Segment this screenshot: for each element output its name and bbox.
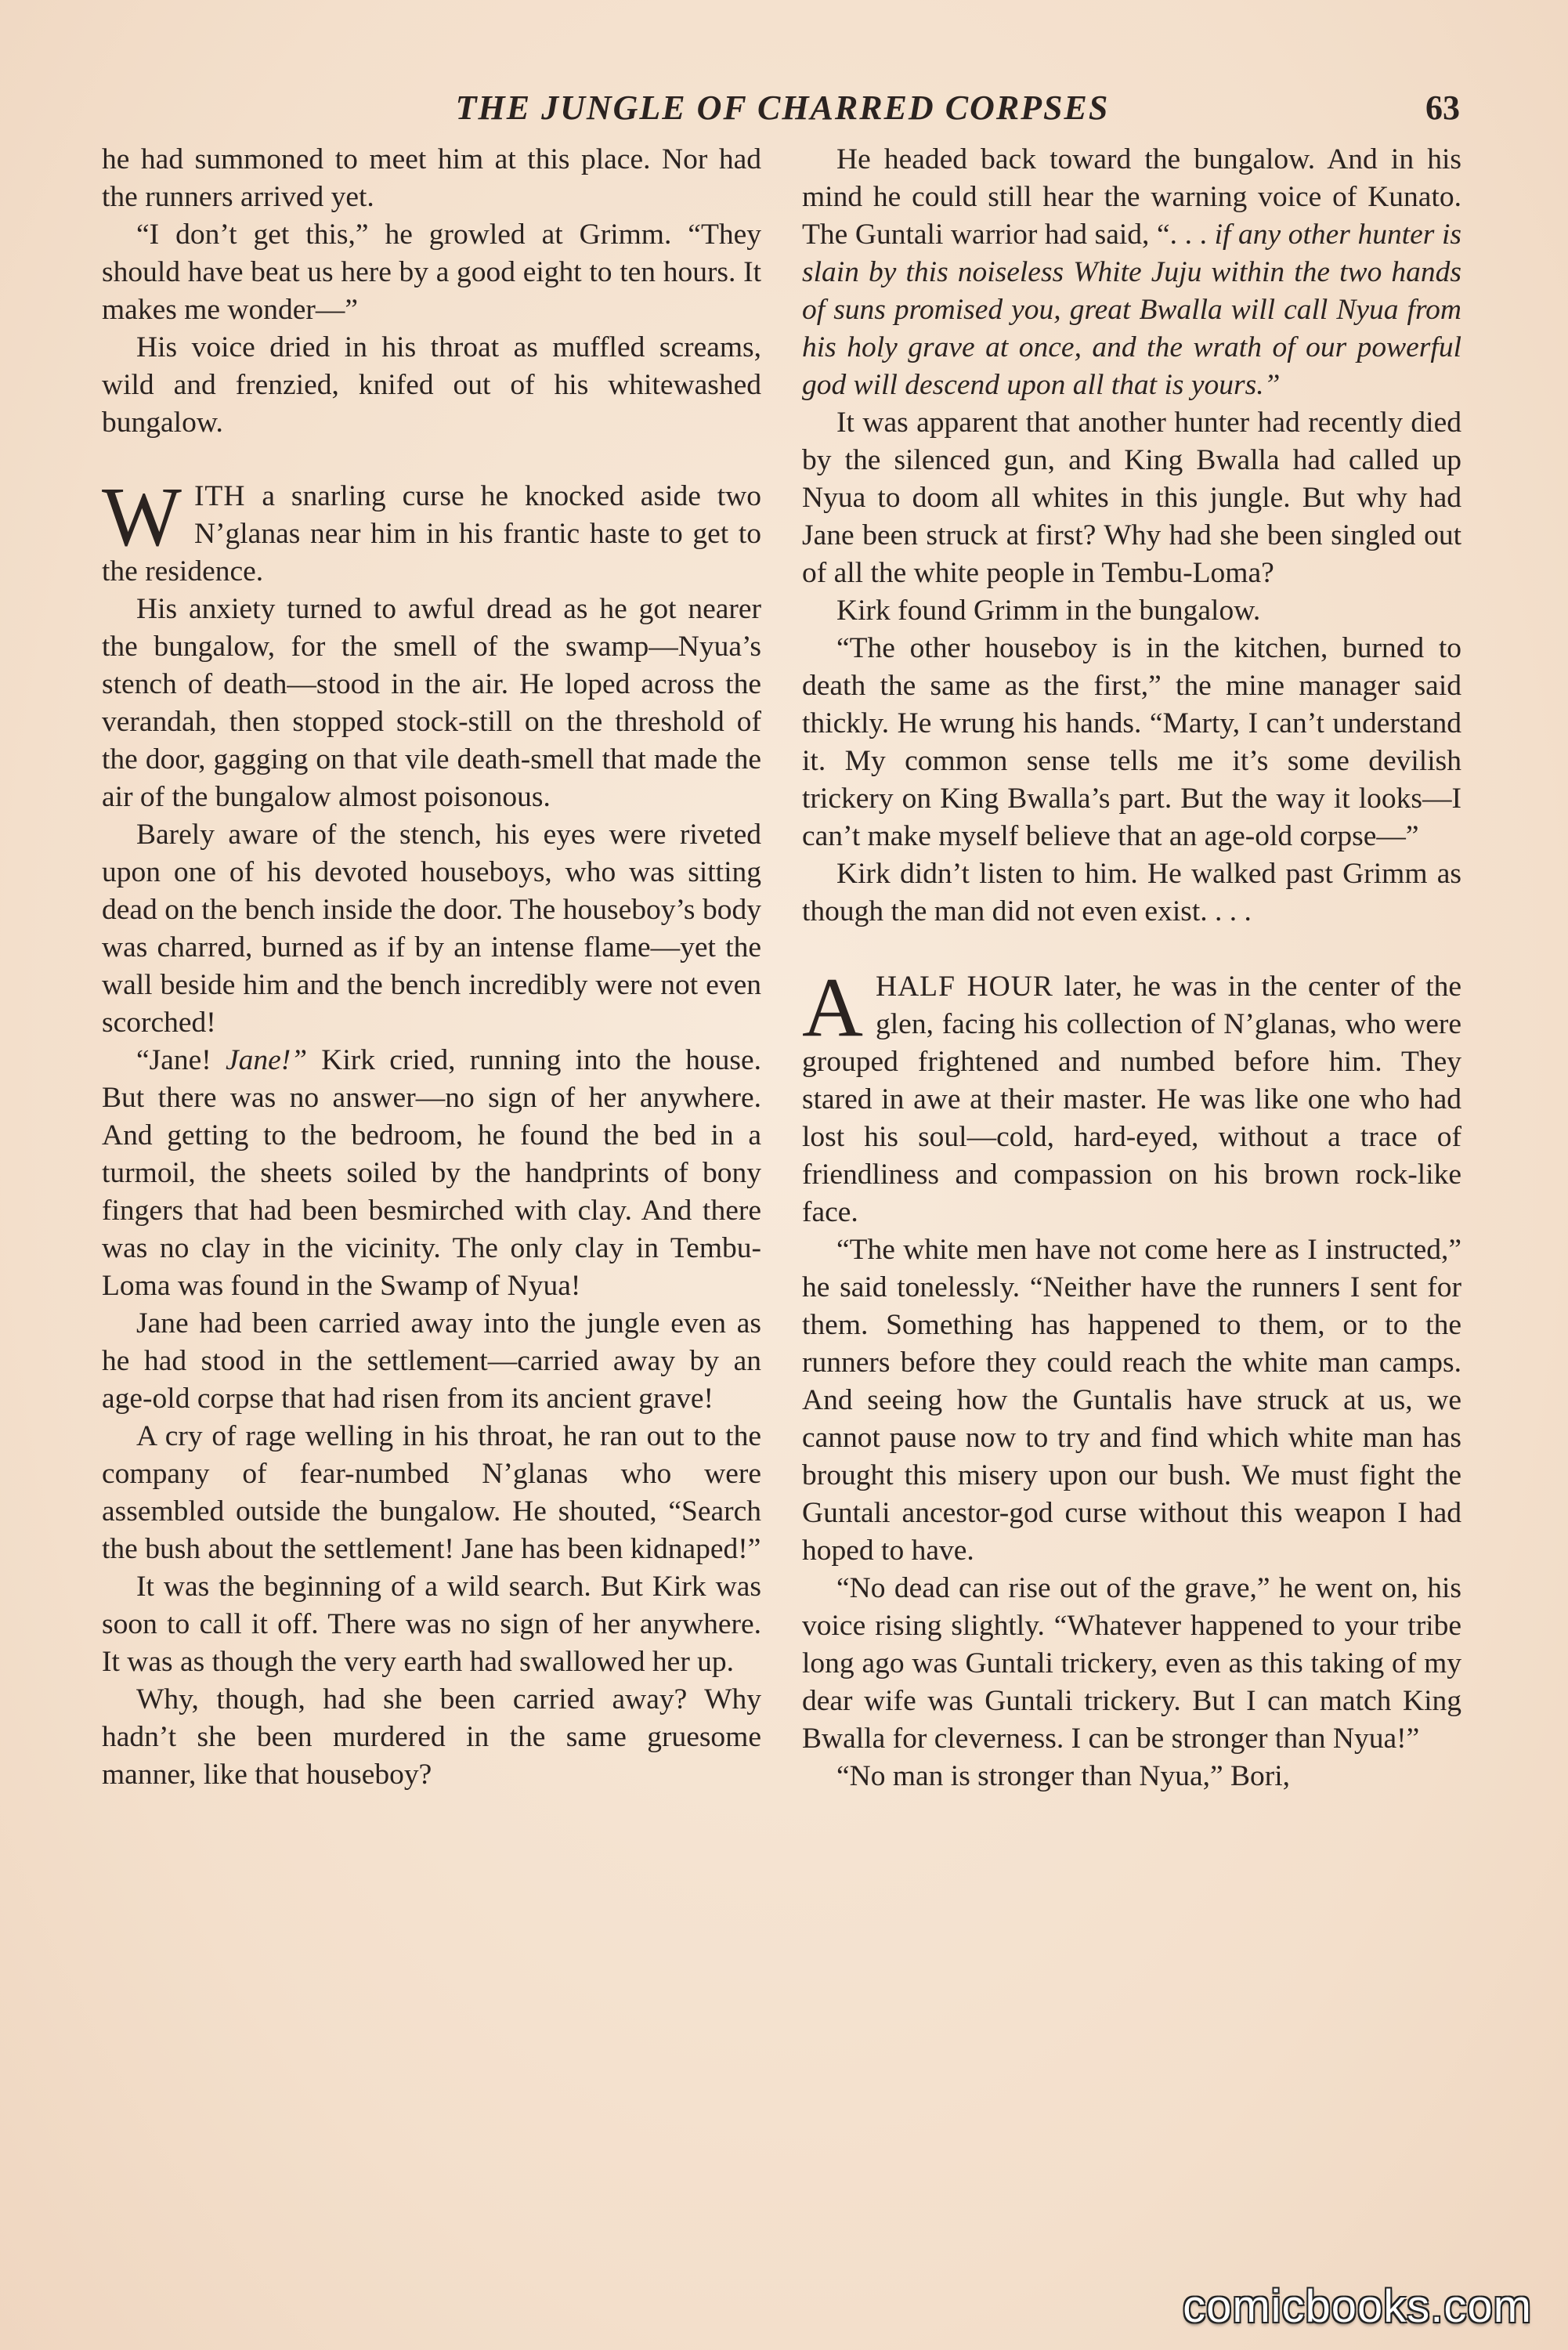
italic-text: Jane!” [225,1044,308,1076]
page-header [105,88,1460,138]
paragraph: It was apparent that another hunter had recently died by the silenced gun, and King Bwalla had called up Nyua to doom all whites in this jungle. But why had Jane been struck at first? Why had she been singled out of all the white people in Tembu-Loma? [802,407,1461,589]
section-start-paragraph [802,961,1462,1231]
section-start-paragraph [102,471,761,591]
paragraph: “The other houseboy is in the kitchen, burned to death the same as the first,” the mine manager said thickly. He wrung his hands. “Marty, I can’t understand it. My common sense tells me it’s some devilish trickery on King Bwalla’s part. But the way it looks—I can’t make myself believe that an age-old corpse—” [802,632,1461,852]
paragraph-text: He headed back toward the bungalow. And in his mind he could still hear the warning voice of Kunato. The Guntali warrior had said, “. . . [802,143,1461,251]
paragraph [102,1042,761,1305]
left-column [102,141,761,1794]
paragraph-text: a snarling curse he knocked aside two N’glanas near him in his frantic haste to get to the residence. [102,480,761,588]
lead-in: HALF HOUR [876,971,1053,1003]
paragraph: “No dead can rise out of the grave,” he went on, his voice rising slightly. “Whatever happened to your tribe long ago was Guntali trickery, even as this taking of my dear wife was Guntali trickery. But I can match King Bwalla for cleverness. I can be stronger than Nyua!” [802,1572,1461,1755]
paragraph: “The white men have not come here as I instructed,” he said tonelessly. “Neither have the runners I sent for them. Something has happened to them, or to the runners before they could reach the white man camps. And seeing how the Guntalis have struck at us, we cannot pause now to try and find which white man has brought this misery upon our bush. We must fight the Guntali ancestor-god curse without this weapon I had hoped to have. [802,1234,1461,1567]
paragraph-text: later, he was in the center of the glen, facing his collection of N’glanas, who were grouped frightened and numbed before him. They stared in awe at their master. He was like one who had lost his soul—cold, hard-eyed, without a trace of friendliness and compassion on his brown rock-like face. [802,971,1462,1228]
paragraph [802,141,1461,404]
drop-cap: W [102,471,182,564]
paragraph: he had summoned to meet him at this place. Nor had the runners arrived yet. [102,143,761,213]
paragraph: Barely aware of the stench, his eyes were riveted upon one of his devoted houseboys, who was sitting dead on the bench inside the door. The houseboy’s body was charred, burned as if by an intense flame—yet the wall beside him and the bench incredibly were not even scorched! [102,819,761,1039]
running-title: THE JUNGLE OF CHARRED CORPSES [455,89,1110,127]
paragraph: His anxiety turned to awful dread as he got nearer the bungalow, for the smell of the swamp—Nyua’s stench of death—stood in the air. He loped across the verandah, then stopped stock-still on the threshold of the door, gagging on that vile death-smell that made the air of the bungalow almost poisonous. [102,593,761,813]
paragraph: Why, though, had she been carried away? Why hadn’t she been murdered in the same gruesome manner, like that houseboy? [102,1683,761,1791]
italic-text: if any other hunter is slain by this noiseless White Juju within the two hands of suns promised you, great Bwalla will call Nyua from his holy grave at once, and the wrath of our powerful god will descend upon all that is yours.” [802,219,1461,401]
site-watermark: comicbooks.com [1183,2281,1532,2332]
paragraph: It was the beginning of a wild search. But Kirk was soon to call it off. There was no sign of her anywhere. It was as though the very earth had swallowed her up. [102,1571,761,1678]
paragraph-text: Kirk cried, running into the house. But there was no answer—no sign of her anywhere. And getting to the bedroom, he found the bed in a turmoil, the sheets soiled by the handprints of bony fingers that had been besmirched with clay. And there was no clay in the vicinity. The only clay in Tembu-Loma was found in the Swamp of Nyua! [102,1044,762,1302]
right-column [802,141,1461,1795]
lead-in: ITH [193,480,246,512]
paragraph: Kirk found Grimm in the bungalow. [836,595,1261,627]
paragraph: A cry of rage welling in his throat, he ran out to the company of fear-numbed N’glanas who were assembled outside the bungalow. He shouted, “Search the bush about the settlement! Jane has been kidnaped!” [102,1420,761,1565]
paragraph: “I don’t get this,” he growled at Grimm. “They should have beat us here by a good eight to ten hours. It makes me wonder—” [102,219,761,326]
drop-cap: A [802,961,863,1054]
page-number: 63 [1425,89,1460,127]
paragraph: Kirk didn’t listen to him. He walked past Grimm as though the man did not even exist. . . . [802,858,1461,927]
paragraph-text: “Jane! [136,1044,226,1076]
paragraph: “No man is stronger than Nyua,” Bori, [836,1760,1291,1792]
paragraph: Jane had been carried away into the jungle even as he had stood in the settlement—carried away by an age-old corpse that had risen from its ancient grave! [102,1307,761,1415]
paragraph: His voice dried in his throat as muffled screams, wild and frenzied, knifed out of his whitewashed bungalow. [102,331,761,439]
